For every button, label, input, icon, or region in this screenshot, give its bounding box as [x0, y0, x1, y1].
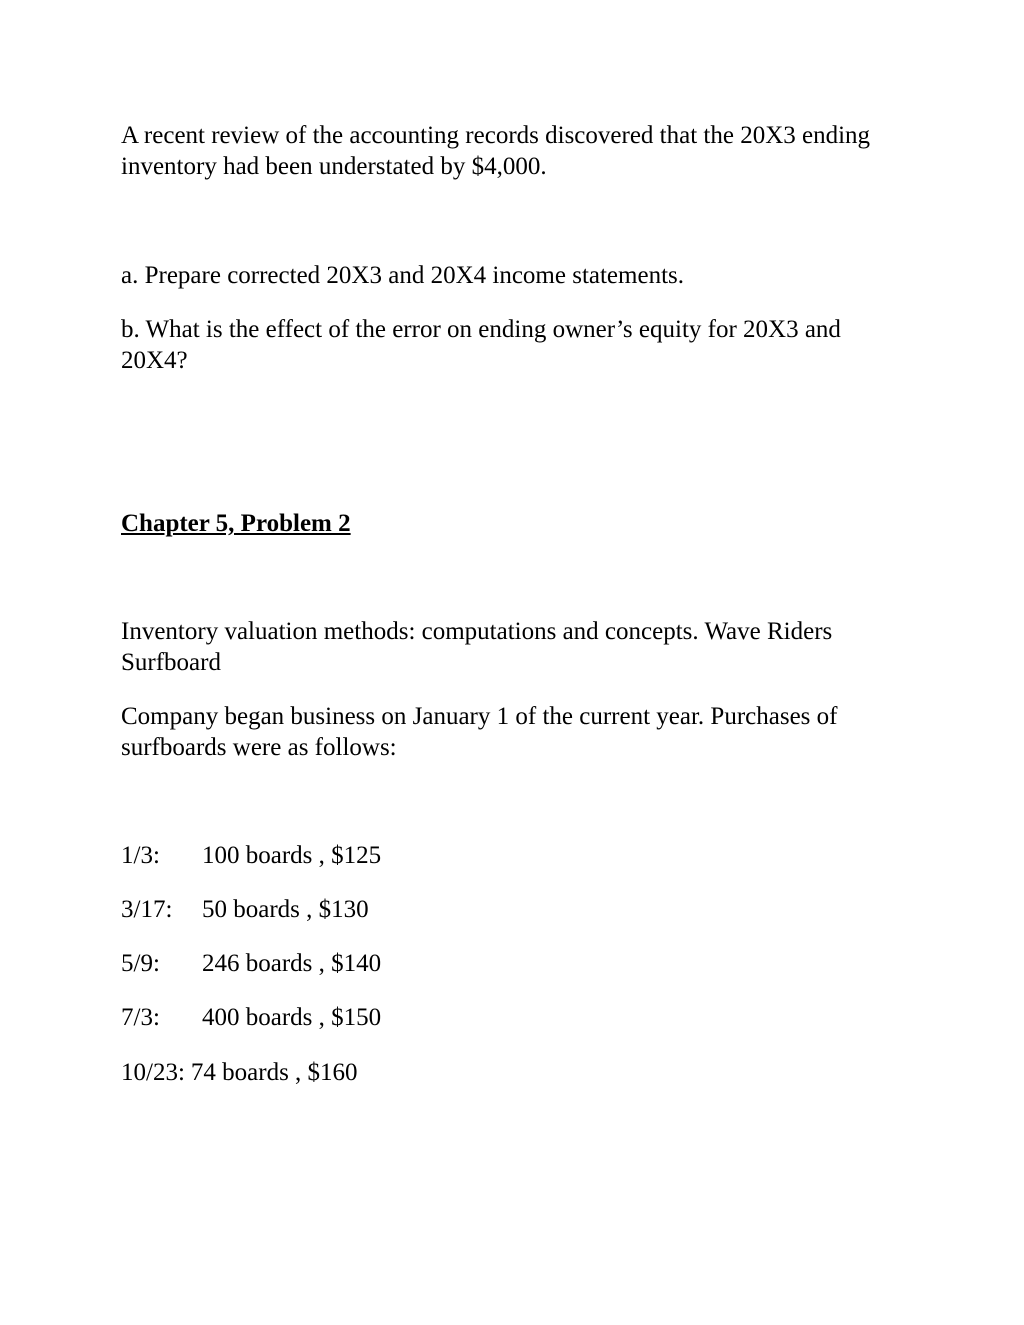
purchase-date: 1/3:	[121, 842, 160, 869]
question-b: b. What is the effect of the error on ending owner’s equity for 20X3 and 20X4?	[121, 316, 841, 374]
purchase-line	[121, 1002, 381, 1033]
purchase-date: 5/9:	[121, 950, 160, 977]
purchase-detail: 400 boards , $150	[202, 1004, 382, 1031]
problem-paragraph-2: Company began business on January 1 of the current year. Purchases of surfboards were as follows:	[121, 703, 838, 761]
purchase-line	[121, 894, 369, 925]
purchase-detail: 50 boards , $130	[202, 896, 369, 923]
question-a: a. Prepare corrected 20X3 and 20X4 income statements.	[121, 262, 684, 289]
intro-paragraph: A recent review of the accounting records discovered that the 20X3 ending inventory had been understated by $4,000.	[121, 122, 871, 180]
chapter-heading: Chapter 5, Problem 2	[121, 510, 351, 537]
purchase-detail: 246 boards , $140	[202, 950, 382, 977]
purchase-line	[121, 1057, 358, 1088]
purchase-line	[121, 948, 381, 979]
purchase-date: 3/17:	[121, 896, 173, 923]
purchase-detail: 100 boards , $125	[202, 842, 382, 869]
problem-paragraph-1: Inventory valuation methods: computations and concepts. Wave Riders Surfboard	[121, 618, 833, 676]
purchase-date: 10/23:	[121, 1059, 185, 1086]
purchase-line	[121, 840, 381, 871]
purchase-date: 7/3:	[121, 1004, 160, 1031]
purchase-detail: 74 boards , $160	[190, 1059, 358, 1086]
